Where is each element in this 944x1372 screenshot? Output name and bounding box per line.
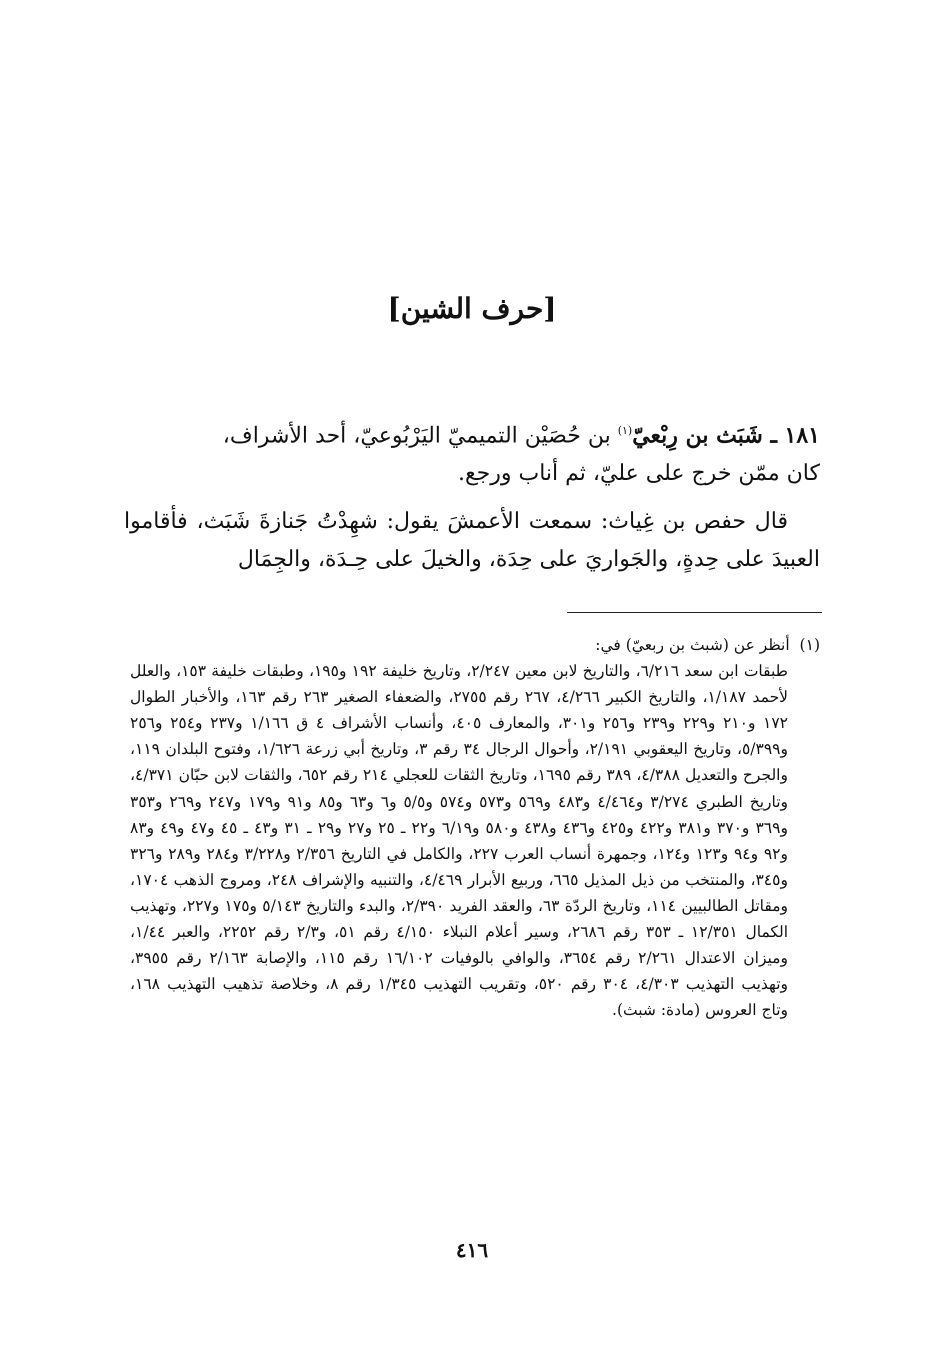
footnote-heading: [130, 632, 820, 658]
entry-quote-paragraph: قال حفص بن غِياث: سمعت الأعمشَ يقول: شهِدْتُ جَنازةَ شَبَث، فأقاموا العبيدَ على حِدةٍ، والجَواريَ على حِدَة، والخيلَ على حِـدَة، والجِمَال: [124, 509, 820, 573]
chapter-heading: [حرف الشين]: [387, 292, 557, 325]
footnote-reference-marker[interactable]: (١): [617, 424, 633, 437]
entry-line2: كان ممّن خرج على عليّ، ثم أناب ورجع.: [457, 461, 820, 487]
footnote-marker: (١): [799, 636, 820, 654]
entry-181: [124, 412, 820, 579]
page-number: ٤١٦: [455, 1238, 489, 1262]
footnote-separator: [567, 612, 822, 613]
entry-dash: ـ: [762, 422, 785, 449]
entry-name: شَبَث بن رِبْعيّ: [632, 422, 763, 449]
footnote-sources: طبقات ابن سعد ٦/٢١٦، والتاريخ لابن معين ٢/٢٤٧، وتاريخ خليفة ١٩٢ و١٩٥، وطبقات خليفة ١٥٣، والعلل لأحمد ١/١٨٧، والتاريخ الكبير ٤/٢٦٦، ٢٦٧ رقم ٢٧٥٥، والضعفاء الصغير ٢٦٣ رقم ١٦٣، والأخبار الطوال ١٧٢ و٢١٠ و٢٢٩ و٢٣٩ و٢٥٦ و٣٠١، والمعارف ٤٠٥، وأنساب الأشراف ٤ ق ١/١٦٦ و٢٣٧ و٢٥٤ و٢٥٦ و٥/٣٩٩، وتاريخ اليعقوبي ٢/١٩١، وأحوال الرجال ٣٤ رقم ٣، وتاريخ أبي زرعة ١/٦٢٦، وفتوح البلدان ١١٩، والجرح والتعديل ٤/٣٨٨، ٣٨٩ رقم ١٦٩٥، وتاريخ الثقات للعجلي ٢١٤ رقم ٦٥٢، والثقات لابن حبّان ٤/٣٧١، وتاريخ الطبري ٣/٢٧٤ و٤/٤٦٤ و٤٨٣ و٥٦٩ و٥٧٣ و٥٧٤ و٥/٥ و٦ و٦٣ و٨٥ و٩١ و١٧٩ و٢٤٧ و٢٦٩ و٣٥٣ و٣٦٩ و٣٧٠ و٣٨١ و٤٢٢ و٤٢٥ و٤٣٦ و٤٣٨ و٥٨٠ و٦/١٩ و٢٢ ـ ٢٥ و٢٧ و٢٩ ـ ٣١ و٤٣ ـ ٤٥ و٤٧ و٤٩ و٨٣ و٩٢ و٩٤ و١٢٣ و١٢٤، وجمهرة أنساب العرب ٢٢٧، والكامل في التاريخ ٢/٣٥٦ و٣/٢٢٨ و٢٨٤ و٢٨٩ و٣٢٦ و٣٤٥، والمنتخب من ذيل المذيل ٦٦٥، وربيع الأبرار ٤/٤٦٩، والتنبيه والإشراف ٢٤٨، ومروج الذهب ١٧٠٤، ومقاتل الطالبيين ١١٤، وتاريخ الردّة ٦٣، والعقد الفريد ٢/٣٩٠، والبدء والتاريخ ٥/١٤٣ و١٧٥ و٢٢٧، وتهذيب الكمال ١٢/٣٥١ ـ ٣٥٣ رقم ٢٦٨٦، وسير أعلام النبلاء ٤/١٥٠ رقم ٥١، و٢/٣ رقم ٢٢٥٢، والعبر ١/٤٤، وميزان الاعتدال ٢/٢٦١ رقم ٣٦٥٤، والوافي بالوفيات ١٦/١٠٢ رقم ١١٥، والإصابة ٢/١٦٣ رقم ٣٩٥٥، وتهذيب التهذيب ٤/٣٠٣، ٣٠٤ رقم ٥٢٠، وتقريب التهذيب ١/٣٤٥ رقم ٨، وخلاصة تذهيب التهذيب ١٦٨، وتاج العروس (مادة: شبث).: [130, 662, 789, 1020]
footnote-intro: أنظر عن (شبث بن ربعيّ) في:: [595, 636, 790, 654]
entry-first-paragraph: [124, 412, 820, 493]
entry-line1-rest: بن حُصَيْن التميميّ اليَرْبُوعيّ، أحد الأشراف،: [222, 423, 618, 449]
footnote: [130, 632, 820, 1023]
entry-number: ١٨١: [784, 422, 820, 449]
